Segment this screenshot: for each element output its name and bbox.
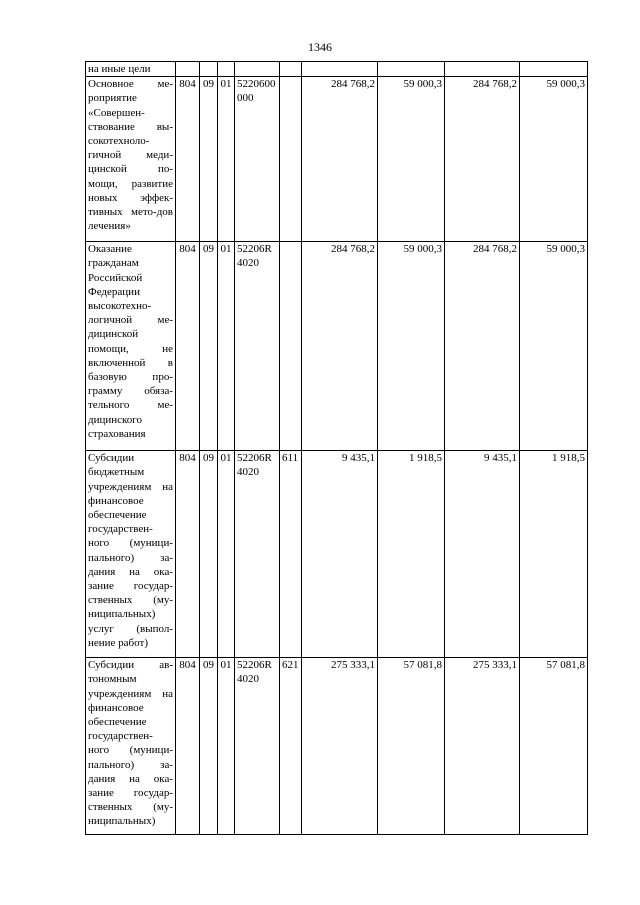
value-cell: 59 000,3 [520,77,588,242]
grbs-cell [176,62,200,77]
row-name: Оказание гражданам Российской Федерации высокотехно-логичной ме-дицинской помощи, не включенной в базовую про-грамму обяза-тельного ме-дицинского страхования [86,242,176,451]
rz-cell: 09 [200,77,218,242]
pr-cell: 01 [218,242,235,451]
table-row [86,62,588,77]
vr-cell [280,62,302,77]
vr-cell: 611 [280,451,302,658]
value-cell: 57 081,8 [520,658,588,835]
value-cell: 275 333,1 [302,658,378,835]
pr-cell: 01 [218,451,235,658]
budget-table [85,61,588,835]
vr-cell [280,77,302,242]
value-cell: 1 918,5 [520,451,588,658]
row-name: Основное ме-роприятие «Совершен-ствование вы-сокотехноло-гичной меди-цинской по-мощи, развитие новых эффек-тивных мето-дов лечения» [86,77,176,242]
rz-cell [200,62,218,77]
page-number: 1346 [308,40,332,54]
csr-cell [235,62,280,77]
rz-cell: 09 [200,451,218,658]
vr-cell: 621 [280,658,302,835]
value-cell: 284 768,2 [445,242,520,451]
row-name: Субсидии бюджетным учреждениям на финансовое обеспечение государствен-ного (муници-пального) за-дания на ока-зание государ-ственных (му-ниципальных) услуг (выпол-нение работ) [86,451,176,658]
grbs-cell: 804 [176,451,200,658]
value-cell [378,62,445,77]
value-cell [520,62,588,77]
row-name: Субсидии ав-тономным учреждениям на финансовое обеспечение государствен-ного (муници-пального) за-дания на ока-зание государ-ственных (му-ниципальных) [86,658,176,835]
rz-cell: 09 [200,242,218,451]
value-cell: 59 000,3 [520,242,588,451]
value-cell: 59 000,3 [378,77,445,242]
vr-cell [280,242,302,451]
grbs-cell: 804 [176,77,200,242]
row-name: на иные цели [86,62,176,77]
pr-cell: 01 [218,77,235,242]
table-row [86,242,588,451]
table-row [86,451,588,658]
value-cell: 284 768,2 [302,77,378,242]
value-cell: 9 435,1 [302,451,378,658]
table-row [86,658,588,835]
grbs-cell: 804 [176,242,200,451]
pr-cell: 01 [218,658,235,835]
value-cell: 9 435,1 [445,451,520,658]
pr-cell [218,62,235,77]
value-cell: 59 000,3 [378,242,445,451]
value-cell: 284 768,2 [445,77,520,242]
value-cell: 275 333,1 [445,658,520,835]
table-row [86,77,588,242]
csr-cell: 5220600000 [235,77,280,242]
value-cell: 1 918,5 [378,451,445,658]
csr-cell: 52206R4020 [235,451,280,658]
value-cell: 284 768,2 [302,242,378,451]
value-cell: 57 081,8 [378,658,445,835]
value-cell [445,62,520,77]
rz-cell: 09 [200,658,218,835]
csr-cell: 52206R4020 [235,658,280,835]
value-cell [302,62,378,77]
grbs-cell: 804 [176,658,200,835]
csr-cell: 52206R4020 [235,242,280,451]
